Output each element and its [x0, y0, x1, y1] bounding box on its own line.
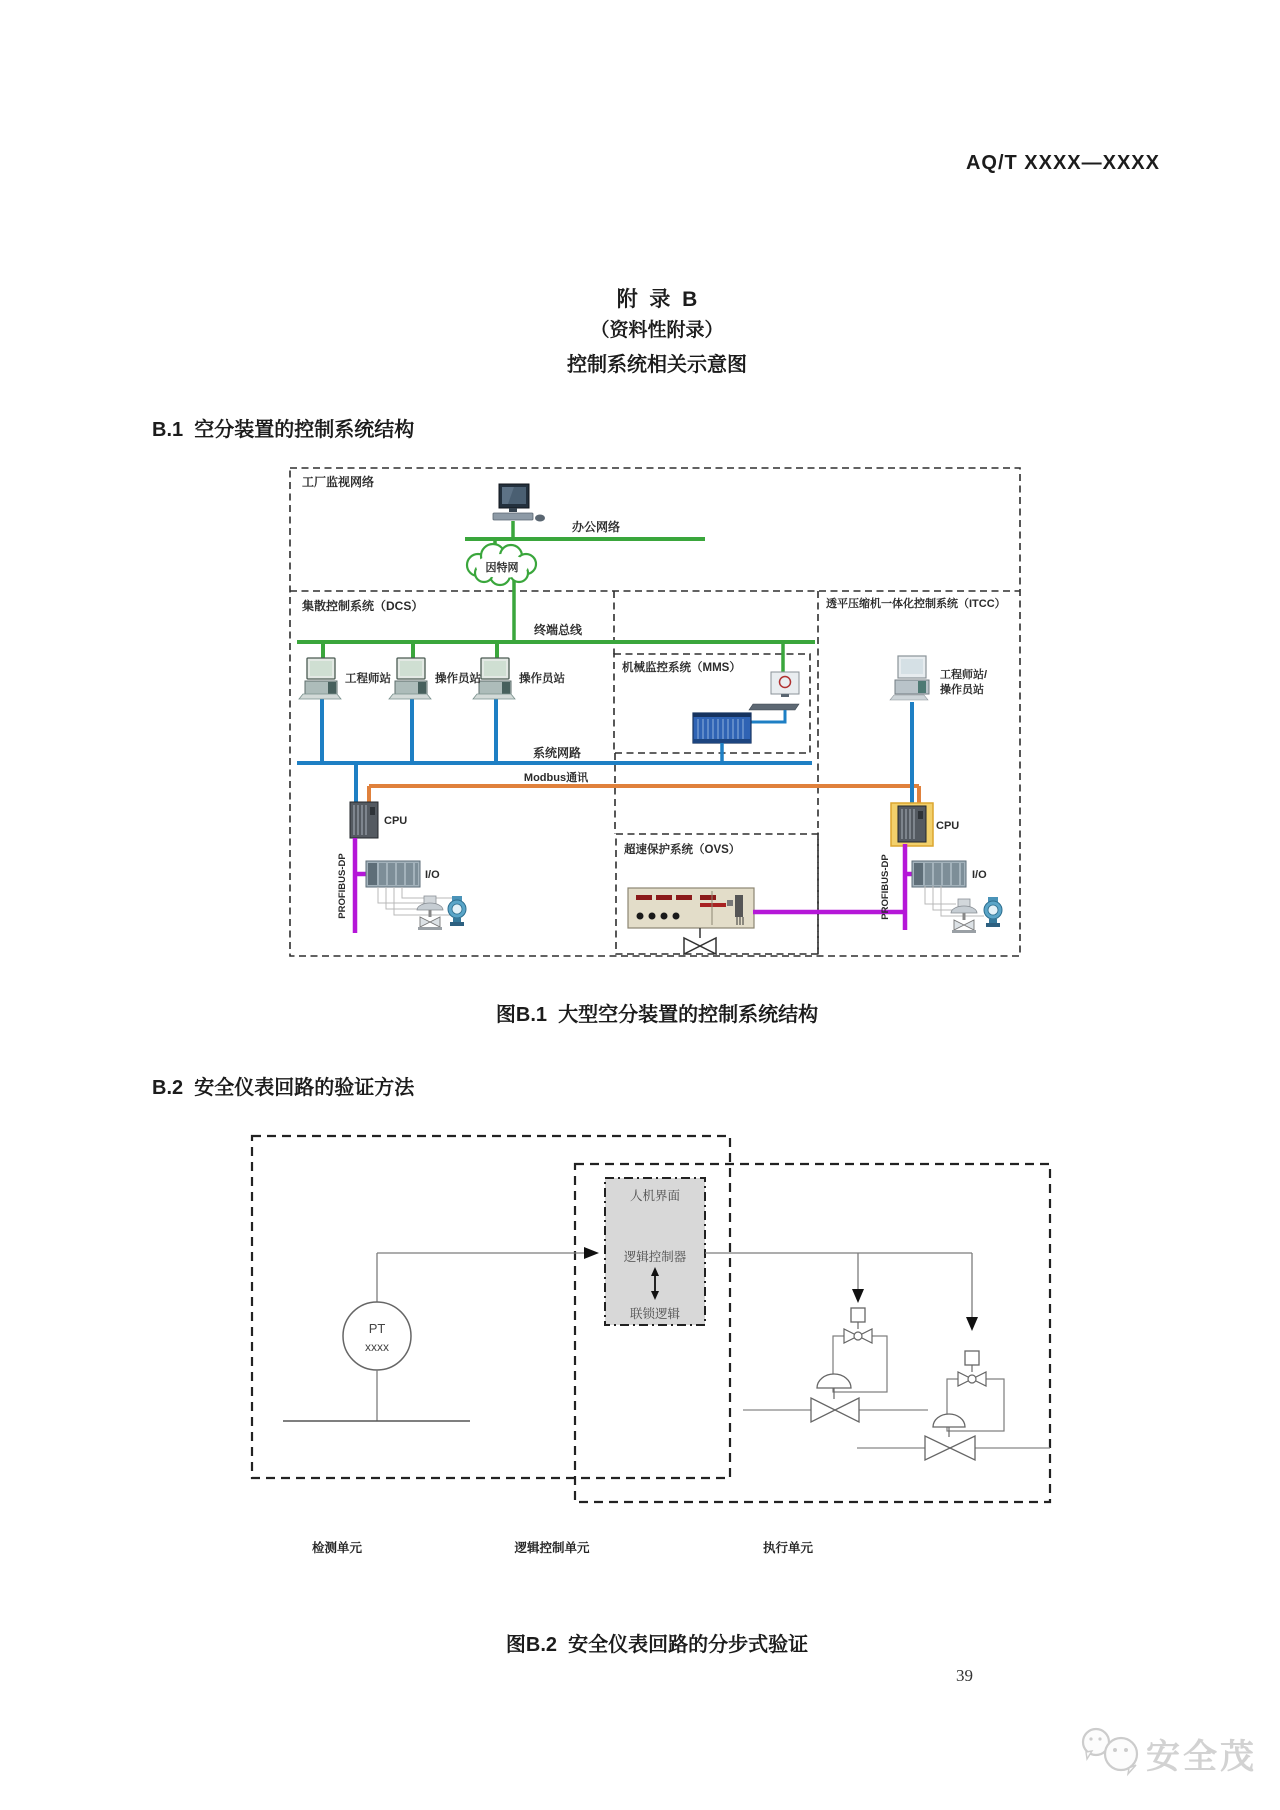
profibus-right-lines	[905, 844, 912, 930]
appendix-title: 附 录 B	[616, 288, 698, 311]
mms-computer-icon	[749, 672, 799, 710]
input-arrowhead	[584, 1247, 599, 1259]
diagram-b1-control-system	[250, 455, 1040, 965]
diagram-b2-sif-loop	[230, 1120, 1080, 1590]
section-b1-heading: B.1 空分装置的控制系统结构	[152, 419, 415, 441]
profibus-left-lines	[355, 838, 366, 933]
operator-station-label: 操作员站	[519, 673, 565, 685]
watermark-text: 安全茂	[1146, 1738, 1257, 1776]
control-valve-icon	[417, 896, 443, 930]
ovs-valve-icon	[684, 928, 716, 954]
transmitter-icon	[448, 896, 466, 926]
actuator-dome	[933, 1414, 965, 1427]
office-network-lines	[297, 521, 815, 672]
dcs-zone-label: 集散控制系统（DCS）	[302, 599, 424, 613]
hmi-label: 人机界面	[629, 1189, 681, 1203]
interlock-logic-label: 联锁逻辑	[629, 1307, 681, 1321]
dcs-cpu-label: CPU	[384, 815, 408, 827]
pt-tag-line2: xxxx	[365, 1340, 389, 1354]
final-element-2	[857, 1351, 1050, 1460]
logic-controller-label: 逻辑控制器	[623, 1250, 687, 1264]
dcs-io-icon	[366, 861, 420, 887]
figure-b2-caption: 图B.2 安全仪表回路的分步式验证	[505, 1634, 809, 1656]
execution-unit-label: 执行单元	[762, 1541, 814, 1555]
detection-unit-label: 检测单元	[311, 1541, 363, 1555]
ovs-zone-label: 超速保护系统（OVS）	[624, 844, 741, 856]
page-number: 39	[956, 1666, 973, 1685]
figure-b1-caption: 图B.1 大型空分装置的控制系统结构	[495, 1004, 819, 1026]
mms-link-line	[751, 710, 785, 722]
terminal-bus-label: 终端总线	[533, 623, 583, 637]
internet-cloud-icon	[467, 544, 536, 585]
system-network-label: 系统网路	[532, 746, 582, 760]
dcs-cpu-icon	[350, 802, 378, 838]
actuator-dome	[817, 1374, 851, 1388]
pt-tag-line1: PT	[368, 1321, 386, 1336]
field-wiring-left	[378, 887, 452, 915]
office-computer-icon	[493, 484, 545, 522]
itcc-cpu-label: CPU	[936, 820, 960, 832]
itcc-cpu-icon	[898, 806, 926, 842]
office-network-label: 办公网络	[571, 520, 621, 534]
output-arrowhead	[852, 1289, 864, 1303]
itcc-station-label-line2: 操作员站	[940, 684, 984, 696]
engineer-station-icon	[299, 642, 341, 763]
itcc-io-icon	[912, 861, 966, 887]
engineer-station-label: 工程师站	[345, 673, 391, 685]
operator-station-icon	[473, 642, 515, 763]
signal-line-input	[377, 1253, 592, 1302]
operator-station-label: 操作员站	[435, 673, 481, 685]
wechat-bubbles-icon	[1083, 1729, 1137, 1774]
dcs-io-label: I/O	[425, 869, 440, 881]
transmitter-icon	[984, 897, 1002, 927]
output-arrowhead	[966, 1317, 978, 1331]
itcc-computer-icon	[890, 656, 929, 804]
final-element-1	[743, 1308, 928, 1422]
itcc-zone-label: 透平压缩机一体化控制系统（ITCC）	[826, 598, 1006, 610]
standard-number: AQ/T XXXX—XXXX	[965, 152, 1160, 174]
ovs-panel-icon	[628, 888, 754, 928]
internet-label: 因特网	[485, 562, 519, 574]
pressure-transmitter-bubble	[343, 1302, 411, 1370]
profibus-left-label: PROFIBUS-DP	[337, 853, 348, 919]
signal-line-output	[705, 1253, 972, 1319]
itcc-io-label: I/O	[972, 869, 987, 881]
section-b2-heading: B.2 安全仪表回路的验证方法	[152, 1077, 415, 1099]
appendix-subtitle: （资料性附录）	[590, 320, 724, 341]
mms-zone-label: 机械监控系统（MMS）	[622, 662, 741, 674]
operator-station-icon	[389, 642, 431, 763]
itcc-station-label-line1: 工程师站/	[940, 669, 988, 681]
watermark-logo	[1072, 1718, 1262, 1793]
mms-rack-icon	[693, 713, 751, 743]
plant-network-zone-label: 工厂监视网络	[302, 475, 375, 489]
modbus-label: Modbus通讯	[523, 772, 589, 784]
modbus-lines	[369, 786, 919, 803]
appendix-topic: 控制系统相关示意图	[567, 354, 747, 376]
profibus-right-label: PROFIBUS-DP	[880, 854, 891, 920]
logic-unit-label: 逻辑控制单元	[514, 1541, 590, 1555]
